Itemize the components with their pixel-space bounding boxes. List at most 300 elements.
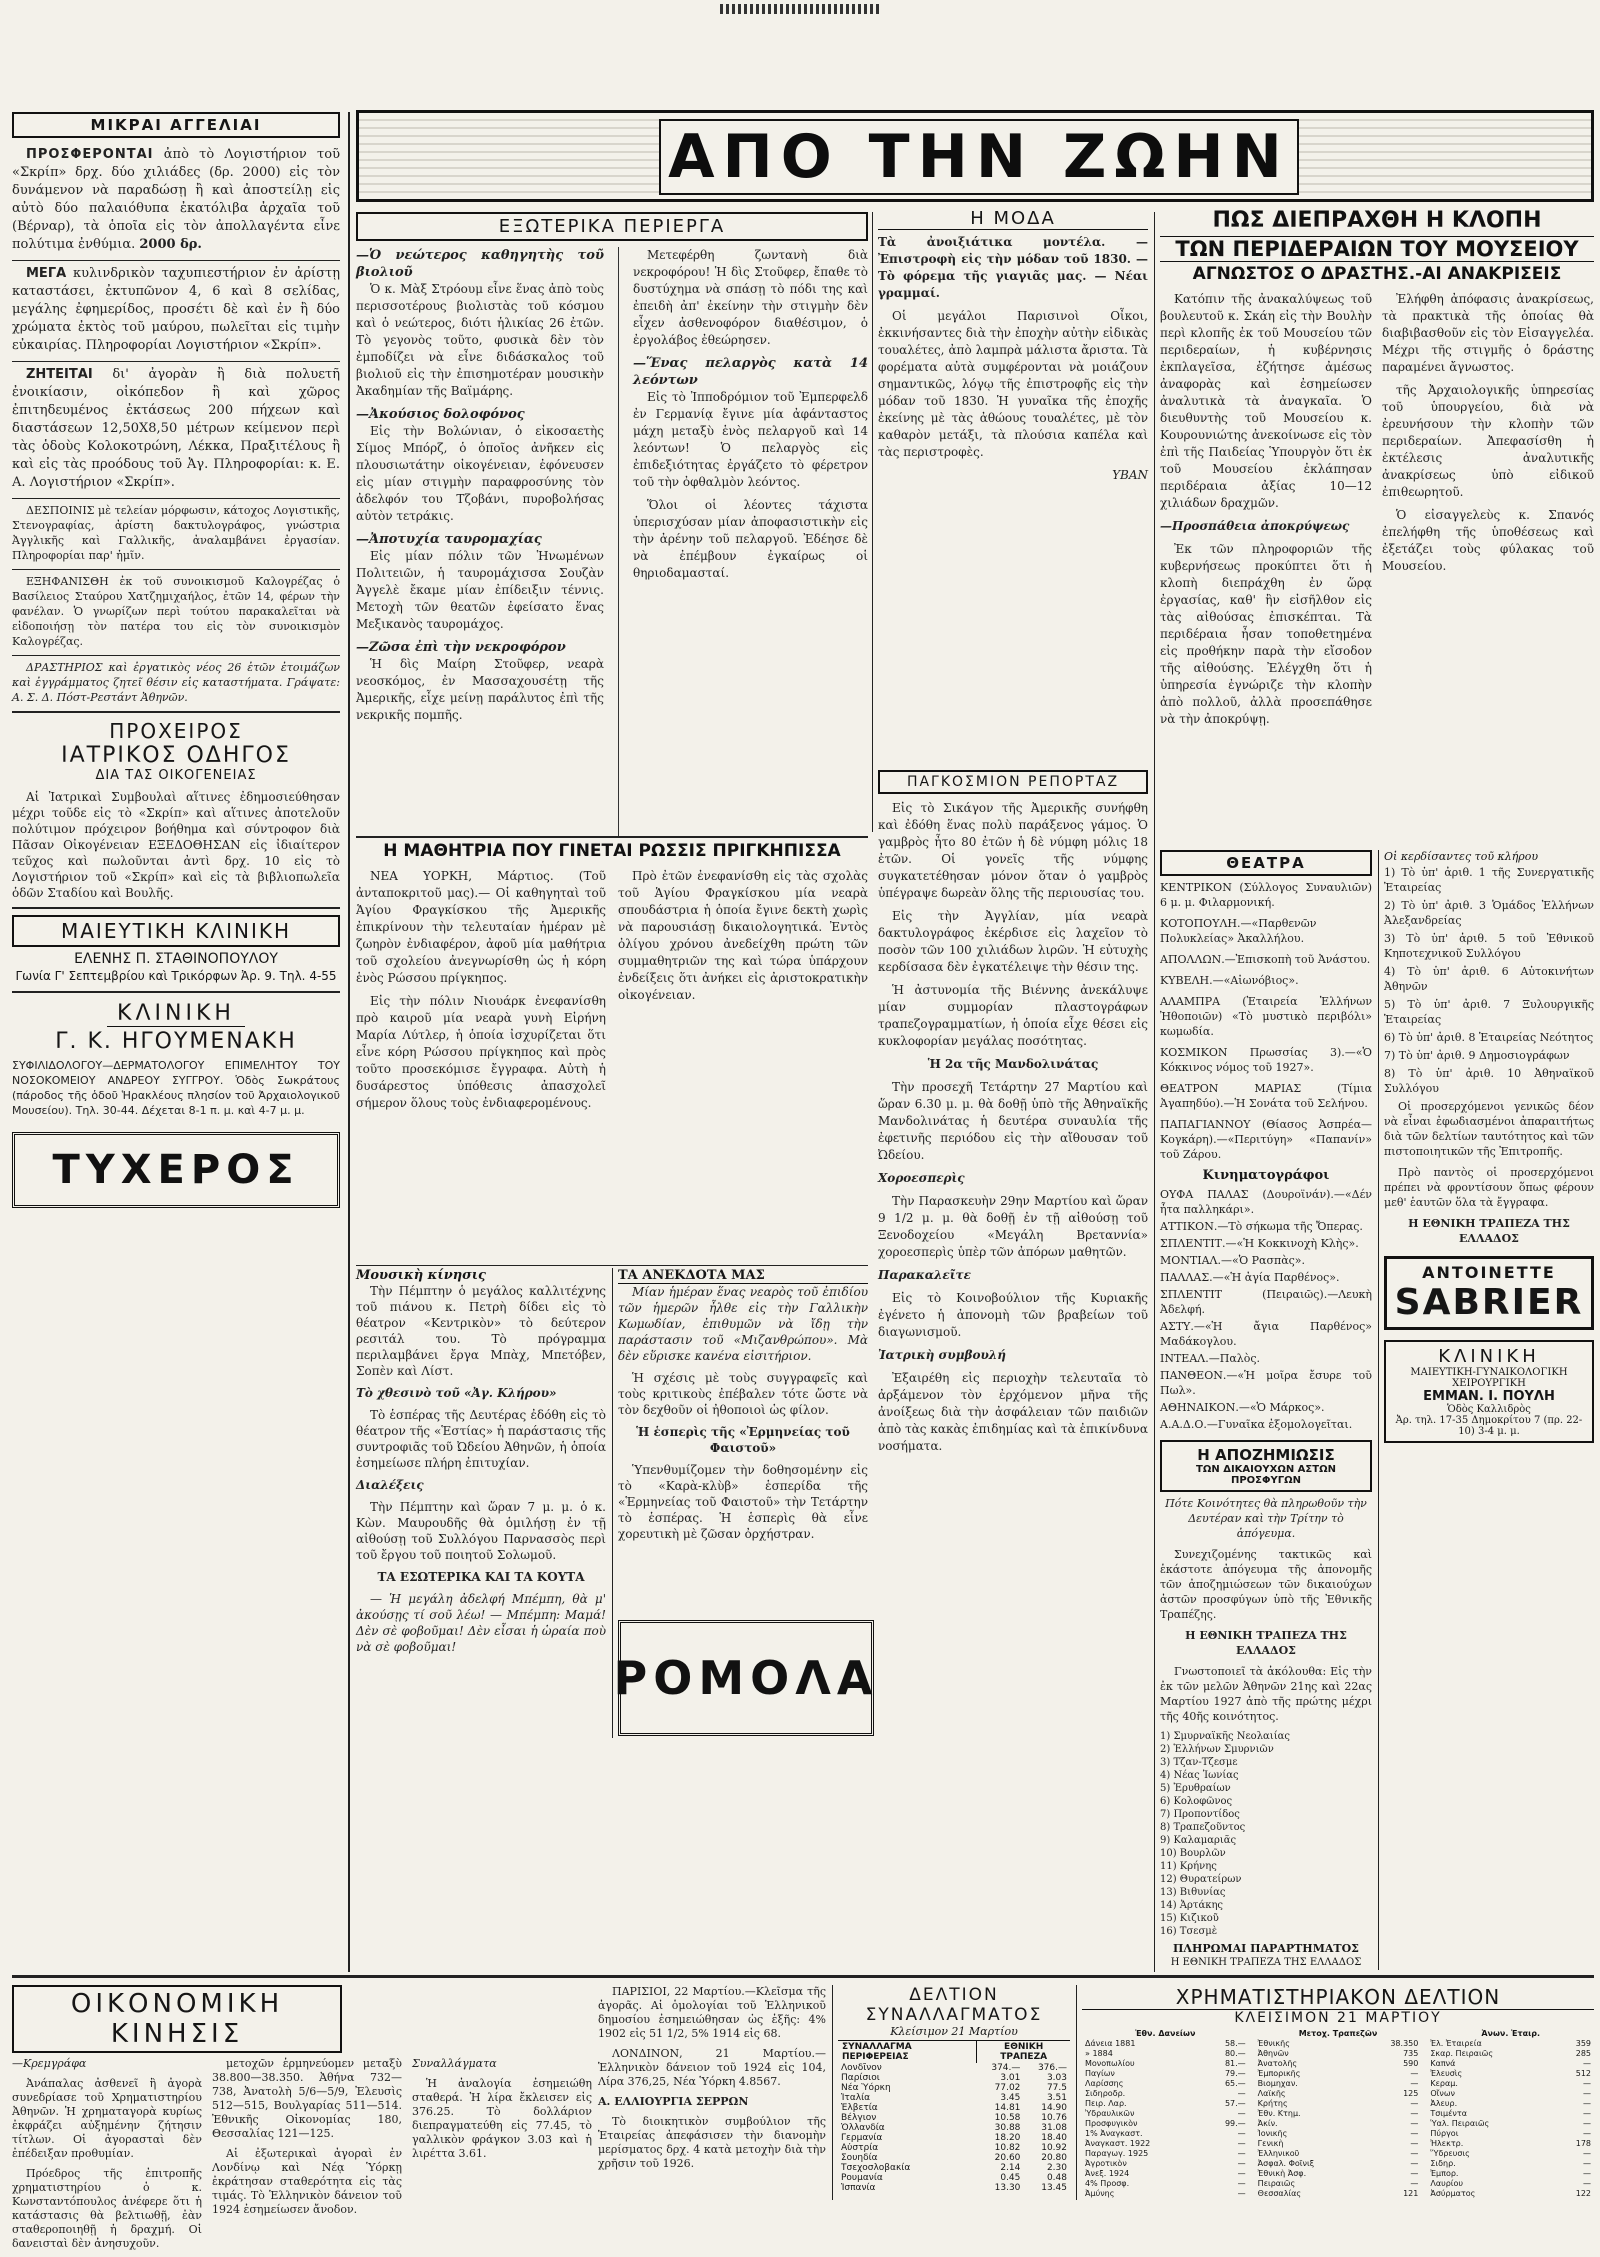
reportage-text4: Τὴν προσεχῆ Τετάρτην 27 Μαρτίου καὶ ὥραν 6.30 μ. μ. θὰ δοθῇ ὑπὸ τῆς Ἀθηναϊκῆς Μανδολινάτας ἡ δευτέρα συναυλία τῆς ἐφετινῆς περιόδου εἰς τὴν αἴθουσαν τοῦ Ὠδείου. [878, 1080, 1148, 1162]
stock-bank-row [1255, 2189, 1422, 2199]
stock-company-cell: — [1583, 2179, 1592, 2188]
maternity-clinic-title: ΜΑΙΕΥΤΙΚΗ ΚΛΙΝΙΚΗ [12, 915, 340, 947]
stock-company-cell: Ὕδρευσις [1430, 2149, 1470, 2158]
stock-bank-cell: 590 [1403, 2059, 1419, 2068]
exchange-row [838, 2093, 1070, 2103]
cinema-line: Α.Α.Δ.Ο.—Γυναῖκα ἐξομολογεῖται. [1160, 1418, 1353, 1431]
poulis-clinic-name: ΕΜΜΑΝ. Ι. ΠΟΥΛΗ [1423, 1389, 1555, 1404]
exchange-cell: 3.45 [1000, 2093, 1021, 2103]
reportage-kicker-mandolin: Ἡ 2α τῆς Μανδολινάτας [927, 1057, 1099, 1071]
exchange-cell: Νέα Ὑόρκη [841, 2083, 891, 2093]
poulis-clinic-ad [1384, 1340, 1594, 1443]
exchange-row [838, 2143, 1070, 2153]
lotto-item: 4) Τὸ ὑπ' ἀριθ. 6 Αὐτοκινήτων Ἀθηνῶν [1384, 965, 1594, 993]
economy-text5: Ἡ ἀναλογία ἐσημειώθη σταθερά. Ἡ λίρα ἔκλεισεν εἰς 376.25. Τὸ δολλάριον διεπραγματεύθη εἰς 77.45, τὸ γαλλικὸν φράγκον 3.03 καὶ ἡ λιρέττα 3.61. [412, 2077, 592, 2160]
stock-bond-cell: — [1237, 2089, 1246, 2098]
stock-bank-row [1255, 2159, 1422, 2169]
stock-bank-row [1255, 2109, 1422, 2119]
stock-bond-cell: 1% Ἀναγκαστ. [1085, 2129, 1143, 2138]
tyheros-ad: ΤΥΧΕΡΟΣ [12, 1132, 340, 1208]
stock-company-cell: — [1583, 2129, 1592, 2138]
medical-guide-body: Αἱ Ἰατρικαὶ Συμβουλαὶ αἵτινες ἐδημοσιεύθησαν μέχρι τοῦδε εἰς τὸ «Σκρίπ» καὶ αἵτινες ἀποτελοῦν πολύτιμον πρόχειρον βοήθημα καὶ σύντροφον διὰ Πᾶσαν Οἰκογένειαν ΕΞΕΔΟΘΗΣΑΝ εἰς ἰδιαίτερον τεῦχος καὶ πωλοῦνται ἀντὶ δρχ. 10 εἰς τὸ Λογιστήριον τοῦ «Σκρίπ» καὶ εἰς τὰ βιβλιοπωλεῖα ὁδῶν Σταδίου καὶ Βουλῆς. [12, 790, 340, 900]
section-rule [356, 1265, 868, 1266]
exchange-cell: 13.45 [1041, 2183, 1067, 2193]
stock-company-row [1427, 2049, 1594, 2059]
exchange-cell: Τσεχοσλοβακία [841, 2163, 911, 2173]
foreign-col-a [356, 247, 604, 837]
ad-offer [12, 146, 340, 254]
stock-bond-cell: Ἀγροτικὸν [1085, 2159, 1127, 2168]
sabrier-top: ANTOINETTE [1422, 1263, 1556, 1282]
lotto-item: 5) Τὸ ὑπ' ἀριθ. 7 Ξυλουργικῆς Ἑταιρείας [1384, 998, 1594, 1026]
museum-headline-3: ΑΓΝΩΣΤΟΣ Ο ΔΡΑΣΤΗΣ.-ΑΙ ΑΝΑΚΡΙΣΕΙΣ [1192, 264, 1562, 285]
cinema-header: Κινηματογράφοι [1202, 1168, 1330, 1183]
payroll-header: ΠΛΗΡΩΜΑΙ ΠΑΡΑΡΤΗΜΑΤΟΣ [1173, 1942, 1359, 1955]
stock-table-bonds [1082, 2028, 1249, 2199]
reportage-text7: Ἐξαιρέθη εἰς περιοχὴν τελευταῖα τὸ ἀρξάμενον τὸν ἐρχόμενον μῆνα τῆς ἀνοίξεως διὰ τὴν ἀσφάλειαν τῶν παιδιῶν ἀπὸ τὰς κακὰς ἐπιδημίας καὶ τὰ ἐπικίνδυνα νοσήματα. [878, 1371, 1148, 1453]
community-item: 8) Τραπεζοῦντος [1160, 1822, 1246, 1833]
exchange-cell: 18.20 [994, 2133, 1021, 2143]
fashion-section [878, 208, 1148, 768]
stock-bond-cell: 65.— [1224, 2079, 1246, 2088]
exchange-row [838, 2133, 1070, 2143]
community-item: 14) Ἀρτάκης [1160, 1900, 1224, 1911]
community-item: 12) Θυρατείρων [1160, 1874, 1242, 1885]
exchange-cell: 2.30 [1046, 2163, 1067, 2173]
exchange-header-2: ΣΥΝΑΛΛΑΓΜΑΤΟΣ [865, 2005, 1043, 2025]
stock-bank-row [1255, 2139, 1422, 2149]
community-item: 16) Τσεσμὲ [1160, 1926, 1218, 1937]
divider [12, 361, 340, 362]
exchange-cell: 14.81 [994, 2103, 1021, 2113]
top-ornament [720, 4, 880, 14]
theatre-line: ΚΟΣΜΙΚΟΝ Πρωσσίας 3).—«Ὁ Κόκκινος νόμος τοῦ 1927». [1160, 1046, 1372, 1074]
stock-company-cell: — [1583, 2089, 1592, 2098]
stock-bank-row [1255, 2179, 1422, 2189]
anecdotes-text1: Μίαν ἡμέραν ἕνας νεαρὸς τοῦ ἐπιδίου τῶν ἡμερῶν ἦλθε εἰς τὴν Γαλλικὴν Κωμωδίαν, ἐπιθυμῶν νὰ ἴδῃ τὴν παράστασιν τοῦ «Μιζανθρώπου». Μὰ δὲν εὕρισκε κανένα εἰσιτήριον. [618, 1285, 868, 1363]
exchange-cell: Αὐστρία [841, 2143, 879, 2153]
economy-text4: Αἱ ἐξωτερικαὶ ἀγοραὶ ἐν Λονδίνῳ καὶ Νέᾳ Ὑόρκῃ ἐκράτησαν σταθερότητα εἰς τὰς τιμάς. Τὸ Ἑλληνικὸν δάνειον τοῦ 1924 ἐσημείωσεν ἄνοδον. [212, 2147, 402, 2216]
music-header: Μουσικὴ κίνησις [356, 1268, 486, 1283]
medical-guide-text [12, 789, 340, 901]
column-rule [832, 1985, 833, 2200]
lotto-note-2: Πρὸ παντὸς οἱ προσερχόμενοι πρέπει νὰ φροντίσουν ὅπως φέρουν μεθ' ἑαυτῶν ὅλα τὰ ἔγγραφα. [1384, 1166, 1594, 1209]
derm-clinic-ad [12, 1001, 340, 1118]
reportage-text3: Ἡ ἀστυνομία τῆς Βιέννης ἀνεκάλυψε μίαν συμμορίαν πλαστογράφων τραπεζογραμματίων, ἡ ὁποία εἶχε θέσει εἰς κυκλοφορίαν μεγάλας ποσότητας. [878, 983, 1148, 1048]
column-rule [1378, 850, 1379, 1970]
exchange-header-1: ΔΕΛΤΙΟΝ [909, 1985, 999, 2005]
stock-bond-cell: — [1237, 2179, 1246, 2188]
music-text4: — Ἡ μεγάλη ἀδελφή Μπέμπη, θὰ μ' ἀκούσῃς τί σοῦ λέω! — Μπέμπη: Μαμά! Δὲν σὲ φοβοῦμαι! Δὲν εἶσαι ἡ ὡραία ποὺ νὰ σὲ φοβοῦμαι! [356, 1592, 606, 1654]
medical-guide-title-line2: ΙΑΤΡΙΚΟΣ ΟΔΗΓΟΣ [61, 743, 291, 768]
stock-company-cell: Οἴνων [1430, 2089, 1455, 2098]
stock-company-cell: Σιδηρ. [1430, 2159, 1456, 2168]
stock-bond-row [1082, 2049, 1249, 2059]
stock-company-cell: 178 [1575, 2139, 1592, 2148]
foreign-header: ΕΞΩΤΕΡΙΚΑ ΠΕΡΙΕΡΓΑ [356, 212, 868, 241]
fashion-signature: ΥΒΑΝ [1112, 468, 1148, 482]
column-rule [1076, 1985, 1077, 2200]
stock-bank-cell: — [1410, 2169, 1419, 2178]
exchange-row [838, 2113, 1070, 2123]
stock-company-row [1427, 2119, 1594, 2129]
cinema-line: ΣΠΛΕΝΤΙΤ (Πειραιῶς).—Λευκὴ Ἀδελφή. [1160, 1288, 1372, 1316]
cinema-line: ΑΣΤΥ.—«Ἡ ἄγια Παρθένος» Μαδάκογλου. [1160, 1320, 1372, 1348]
foreign-kicker-bullfight: —Ἀποτυχία ταυρομαχίας [356, 532, 542, 547]
divider [12, 907, 340, 909]
exchange-cell: 0.45 [1000, 2173, 1021, 2183]
community-item: 7) Προποντίδος [1160, 1809, 1240, 1820]
stock-bank-row [1255, 2169, 1422, 2179]
divider [12, 569, 340, 570]
maternity-clinic-sub: ΕΛΕΝΗΣ Π. ΣΤΑΘΙΝΟΠΟΥΛΟΥ [74, 951, 278, 967]
ad-press-text: κυλινδρικὸν ταχυπιεστήριον ἐν ἀρίστῃ καταστάσει, ἐκτυπῶνον 4, 6 καὶ 8 σελίδας, μεγάλης ἐφημερίδος, προσέτι δὲ καὶ ἐν ἢ δύο χρώματα ἐκτὸς τοῦ μαύρου, πωλεῖται εἰς τιμὴν εὐκαιρίας. Πληροφορίαι Λογιστήριον «Σκρίπ». [12, 266, 340, 353]
bottom-section-rule [12, 1975, 1594, 1978]
stock-company-cell: Ἐμπορ. [1430, 2169, 1459, 2178]
stock-company-row [1427, 2059, 1594, 2069]
theatre-line: ΑΛΑΜΠΡΑ (Ἑταιρεία Ἑλλήνων Ἠθοποιῶν) «Τὸ μυστικὸ περιβόλι» κωμωδία. [1160, 995, 1372, 1038]
foreign-text-lions: Ὅλοι οἱ λέοντες τάχιστα ὑπερισχύσαν μίαν ἀποφασιστικὴν εἰς τὴν ἀρένην τοῦ πελαργοῦ. Ἐδέησε δὲ νὰ ἐπέμβουν ἐγκαίρως οἱ θηριοδαμασταί. [632, 498, 868, 580]
stock-company-row [1427, 2179, 1594, 2189]
stock-bank-cell: Πειραιῶς [1257, 2179, 1296, 2188]
stock-section [1082, 1985, 1594, 2200]
theatre-line: ΚΕΝΤΡΙΚΟΝ (Σύλλογος Συναυλιῶν) 6 μ. μ. Φιλαρμονική. [1160, 881, 1372, 909]
lotto-item: 6) Τὸ ὑπ' ἀριθ. 8 Ἑταιρείας Νεότητος [1384, 1031, 1594, 1044]
exchange-row [838, 2183, 1070, 2193]
cinema-line: ΣΠΛΕΝΤΙΤ.—«Ἡ Κοκκινοχὴ Κλὴς». [1160, 1237, 1359, 1250]
princess-section [356, 842, 868, 1262]
museum-right-text2: Ὁ εἰσαγγελεὺς κ. Σπανός ἐπελήφθη τῆς ὑποθέσεως καὶ ἐξετάζει τοὺς φύλακας τοῦ Μουσείου. [1382, 507, 1594, 573]
exchange-row [838, 2153, 1070, 2163]
stock-company-cell: — [1583, 2109, 1592, 2118]
stock-bank-cell: — [1410, 2069, 1419, 2078]
cinema-line: ΜΟΝΤΙΑΛ.—«Ὁ Ρασπὰς». [1160, 1254, 1306, 1267]
music-kicker3: Διαλέξεις [356, 1478, 424, 1492]
exchange-cell: 10.76 [1041, 2113, 1067, 2123]
stock-company-cell: Ἀσύρματος [1430, 2189, 1476, 2198]
economy-header: ΟΙΚΟΝΟΜΙΚΗ ΚΙΝΗΣΙΣ [12, 1985, 342, 2053]
stock-company-cell: Ἠλεκτρ. [1430, 2139, 1464, 2148]
cinema-line: ΠΑΛΛΑΣ.—«Ἡ ἀγία Παρθένος». [1160, 1271, 1340, 1284]
stock-bank-cell: Ἐλληνικοῦ [1257, 2149, 1300, 2158]
exchange-table-body [838, 2063, 1070, 2193]
stock-bank-row [1255, 2079, 1422, 2089]
compensation-title-1: Η ΑΠΟΖΗΜΙΩΣΙΣ [1197, 1446, 1335, 1464]
stock-company-row [1427, 2129, 1594, 2139]
stock-bank-cell: Γενικὴ [1257, 2139, 1284, 2148]
foreign-section [356, 212, 868, 832]
fashion-header: Η ΜΟΔΑ [878, 208, 1148, 230]
poulis-clinic-addr: Ὁδὸς Καλλιδρὸς [1447, 1404, 1531, 1415]
stock-bank-row [1255, 2149, 1422, 2159]
princess-text1: ΝΕΑ ΥΟΡΚΗ, Μάρτιος. (Τοῦ ἀνταποκριτοῦ μας).— Οἱ καθηγηταὶ τοῦ Ἁγίου Φραγκίσκου τῆς Ἀμερικῆς ἐπικρίνουν τὴν τελευταίαν ἡμέραν μὲ ζωηρὸν ἐνδιαφέρον, ἀφοῦ μία μαθήτρια τοῦ σχολείου ἀνεγνωρίσθη ὡς ἡ κόρη ἑνὸς Ρώσσου πρίγκηπος. [356, 868, 606, 985]
economy-text6: ΠΑΡΙΣΙΟΙ, 22 Μαρτίου.—Κλεῖσμα τῆς ἀγορᾶς. Αἱ ὁμολογίαι τοῦ Ἑλληνικοῦ δημοσίου ἐσημειώθησαν ὡς ἑξῆς: 4% 1902 εἰς 51 1/2, 5% 1914 εἰς 68. [598, 1985, 826, 2040]
stock-bond-cell: — [1237, 2189, 1246, 2198]
music-section [356, 1268, 606, 1738]
ad-press [12, 265, 340, 355]
stock-bank-cell: 125 [1403, 2089, 1419, 2098]
princess-text2: Εἰς τὴν πόλιν Νιουάρκ ἐνεφανίσθη πρὸ καιροῦ μία νεαρὰ γυνὴ Εἰρήνη Μαρία Λύτλερ, ἡ ὁποία ἰσχυρίζεται ὅτι εἶνε κόρη Ρώσσου πρίγκηπος καὶ πρὸς τοῦτο προσεκόμισε ἔγγραφα. Αὐτὴ ἡ δυσάρεστος ὑπόθεσις ἀπασχολεῖ σήμερον ὅλους τοὺς ἐνδιαφερομένους. [356, 993, 606, 1110]
column-rule [348, 112, 350, 1972]
stock-company-cell: 122 [1575, 2189, 1592, 2198]
stock-company-row [1427, 2089, 1594, 2099]
lotto-item: 1) Τὸ ὑπ' ἀριθ. 1 τῆς Συνεργατικῆς Ἐταιρείας [1384, 866, 1594, 894]
community-item: 9) Καλαμαριᾶς [1160, 1835, 1237, 1846]
princess-headline: Η ΜΑΘΗΤΡΙΑ ΠΟΥ ΓΙΝΕΤΑΙ ΡΩΣΣΙΣ ΠΡΙΓΚΗΠΙΣΣΑ [383, 841, 841, 861]
stock-bank-row [1255, 2049, 1422, 2059]
stock-bank-cell: Ἀθηνῶν [1257, 2049, 1289, 2058]
stock-company-cell: 359 [1575, 2039, 1592, 2048]
column-rule [618, 247, 619, 837]
stock-col1-header: Ἐθν. Δανείων [1135, 2029, 1196, 2038]
column-rule [1154, 212, 1155, 1972]
masthead-box [356, 110, 1594, 202]
theatre-line: ΘΕΑΤΡΟΝ ΜΑΡΙΑΣ (Τίμια Ἀγαπηδύο).—Ἡ Σονάτα τοῦ Σελήνου. [1160, 1082, 1372, 1110]
anecdotes-kicker: Ἡ ἑσπερὶς τῆς «Ἐρμηνείας τοῦ Φαιστοῦ» [636, 1425, 850, 1455]
stock-bank-cell: — [1410, 2149, 1419, 2158]
stock-bank-cell: — [1410, 2139, 1419, 2148]
cinema-line: ΟΥΦΑ ΠΑΛΑΣ (Δουροϊνάν).—«Δέν ἦτα παλληκάρι». [1160, 1188, 1372, 1216]
exchange-cell: Ὁλλανδία [841, 2123, 885, 2133]
maternity-clinic-text: Γωνία Γ' Σεπτεμβρίου καὶ Τρικόρφων Ἀρ. 9. Τηλ. 4-55 [15, 969, 337, 983]
stock-bank-row [1255, 2069, 1422, 2079]
economy-section [12, 1985, 592, 2250]
lotto-signature: Η ΕΘΝΙΚΗ ΤΡΑΠΕΖΑ ΤΗΣ ΕΛΛΑΔΟΣ [1408, 1217, 1570, 1245]
foreign-kicker-murder: —Ἀκούσιος δολοφόνος [356, 407, 525, 422]
cinema-list [1160, 1187, 1372, 1432]
stock-col3-body [1427, 2039, 1594, 2199]
lotto-item: 3) Τὸ ὑπ' ἀριθ. 5 τοῦ Ἐθνικοῦ Κηποτεχνικοῦ Συλλόγου [1384, 932, 1594, 960]
theatre-line: ΚΟΤΟΠΟΥΛΗ.—«Παρθενῶν Πολυκλείας» Ἀκαλλήλου. [1160, 917, 1317, 945]
community-item: 1) Σμυρναϊκῆς Νεολαιίας [1160, 1731, 1290, 1742]
exchange-cell: 14.90 [1041, 2103, 1067, 2113]
community-item: 6) Κολοφῶνος [1160, 1796, 1233, 1807]
exchange-table [838, 2040, 1070, 2193]
compensation-title-box [1160, 1440, 1372, 1492]
stock-bank-cell: 121 [1403, 2189, 1419, 2198]
stock-bank-row [1255, 2039, 1422, 2049]
stock-bank-cell: Ἐθν. Κτημ. [1257, 2109, 1301, 2118]
exchange-row [838, 2163, 1070, 2173]
exchange-section [838, 1985, 1070, 2200]
stock-bond-row [1082, 2149, 1249, 2159]
theatre-line: ΑΠΟΛΛΩΝ.—Ἐπισκοπὴ τοῦ Ἀνάστου. [1160, 953, 1371, 966]
lotto-item: 7) Τὸ ὑπ' ἀριθ. 9 Δημοσιογράφων [1384, 1049, 1570, 1062]
exchange-cell: 20.60 [994, 2153, 1021, 2163]
economy-text1: Ἀνάπαλας ἀσθενεῖ ἢ ἀγορὰ συνεδρίασε τοῦ Χρηματιστηρίου Ἀθηνῶν. Ἡ χρηματαγορὰ κυρίως ἐκφράζει αὐξημένην ζήτησιν τίτλων. Οἱ ἀγορασταὶ δὲν ἐπέδειξαν προθυμίαν. [12, 2077, 202, 2160]
stock-bond-row [1082, 2069, 1249, 2079]
ad-offer-title: ΠΡΟΣΦΕΡΟΝΤΑΙ [26, 147, 154, 162]
exchange-col-bank: ΕΘΝΙΚΗ ΤΡΑΠΕΖΑ [1000, 2042, 1048, 2062]
exchange-cell: 13.30 [994, 2183, 1021, 2193]
museum-text2: Ἐκ τῶν πληροφοριῶν τῆς κυβερνήσεως προκύπτει ὅτι ἡ κλοπὴ διεπράχθη ἐν ὥρᾳ ἐργασίας, καθ' ἣν εἰσῆλθον εἰς τὰς αἰθούσας ἐπισκέπται. Τὰ περιδέραια ἦσαν τοποθετημένα εἰς προθήκην παρὰ τὴν εἴσοδον τῆς αἰθούσης. Ἐλέγχθη ὅτι ἡ ὑπηρεσία ἐγνώριζε τὴν κλοπὴν ἀπὸ πολλοῦ, ἀλλὰ προσεπάθησε νὰ τὴν ἀποκρύψῃ. [1160, 541, 1372, 726]
foreign-text-violin: Ὁ κ. Μὰξ Στρόουμ εἶνε ἕνας ἀπὸ τοὺς περισσοτέρους βιολιστὰς τοῦ κόσμου καὶ ὁ νεώτερος, διότι ἡλικίας 26 ἐτῶν. Τὸ γεγονὸς τοῦτο, φυσικὰ δὲν τὸν ἐμποδίζει νὰ εἶνε διδάσκαλος τοῦ βιολιοῦ εἰς τὴν ἐπισημοτέραν μουσικὴν Ἀκαδημίαν τῆς Βαϊμάρης. [356, 282, 604, 398]
stock-header: ΧΡΗΜΑΤΙΣΤΗΡΙΑΚΟΝ ΔΕΛΤΙΟΝ [1082, 1985, 1594, 2010]
exchange-cell: 376.— [1037, 2063, 1067, 2073]
exchange-row [838, 2083, 1070, 2093]
compensation-title-2: ΤΩΝ ΔΙΚΑΙΟΥΧΩΝ ΑΣΤΩΝ ΠΡΟΣΦΥΓΩΝ [1196, 1464, 1336, 1486]
exchange-cell: Γερμανία [841, 2133, 883, 2143]
stock-bond-cell: 57.— [1224, 2099, 1246, 2108]
stock-bond-row [1082, 2159, 1249, 2169]
stock-bond-cell: » 1884 [1085, 2049, 1113, 2058]
stock-bond-cell: Ὑδραυλικῶν [1085, 2109, 1135, 2118]
exchange-row [838, 2063, 1070, 2073]
economy-kicker3: Α. ΕΛΛΙΟΥΡΓΙΑ ΣΕΡΡΩΝ [598, 2095, 749, 2108]
divider [12, 991, 340, 993]
stock-bank-row [1255, 2119, 1422, 2129]
stock-bond-row [1082, 2119, 1249, 2129]
exchange-row [838, 2123, 1070, 2133]
anecdotes-text2: Ἡ σχέσις μὲ τοὺς συγγραφεῖς καὶ τοὺς κριτικοὺς ἐπέβαλεν τότε ὥστε νὰ τὸν δεχθοῦν οἱ ἠθοποιοὶ ὡς φίλον. [618, 1371, 868, 1417]
economy-kicker: —Κρεμγράφα [12, 2057, 87, 2070]
foreign-kicker-hearse: —Ζῶσα ἐπὶ τὴν νεκροφόρον [356, 640, 566, 655]
fashion-text: Οἱ μεγάλοι Παρισινοὶ Οἶκοι, ἐκκινήσαντες διὰ τὴν ἐποχὴν αὐτὴν εἰδικὰς τουαλέτες, ἀπὸ λαμπρὰ μάλιστα ἄριστα. Τὰ φορέματα αὐτὰ συμφέρονται νὰ μοιάζουν σημαντικῶς, λόγῳ τῆς ἐπιστροφῆς εἰς τὴν μόδαν τοῦ 1830. Ἡ γυναῖκα τῆς ἐποχῆς ἐκείνης μὲ τὰς ἀθώους τουαλέτες, μὲ τὸν καθαρὸν μετάξι, τὰ πλούσια καπέλα καὶ τὰς περιστροφὲς. [878, 309, 1148, 459]
stock-company-row [1427, 2139, 1594, 2149]
stock-bank-cell: 38.350 [1390, 2039, 1419, 2048]
stock-company-cell: — [1583, 2169, 1592, 2178]
economy-text8: Τὸ διοικητικὸν συμβούλιον τῆς Ἑταιρείας ἀπεφάσισεν τὴν διανομὴν μερίσματος δρχ. 4 κατὰ μετοχὴν διὰ τὴν χρῆσιν τοῦ 1926. [598, 2115, 826, 2170]
community-item: 3) Τζαν-Τζεσμε [1160, 1757, 1238, 1768]
economy-section-2 [598, 1985, 826, 2200]
cinema-line: ΠΑΝΘΕΟΝ.—«Ἡ μοῖρα ἔσυρε τοῦ Πωλ». [1160, 1369, 1372, 1397]
stock-bank-row [1255, 2099, 1422, 2109]
foreign-text-hearse-cont: Μετεφέρθη ζωντανὴ διὰ νεκροφόρου! Ἡ δὶς Στοῦφερ, ἔπαθε τὸ δυστύχημα νὰ σπάσῃ τὸ πόδι της καὶ ἐπειδὴ ἀπ' ἐκείνην τὴν στιγμὴν δὲν εἶχεν ἀσθενοφόρον διαθέσιμον, ὁ ἐργολάβος ἐθεώρησεν. [632, 248, 868, 347]
stock-bond-row [1082, 2059, 1249, 2069]
community-item: 5) Ἐρυθραίων [1160, 1783, 1231, 1794]
stock-bond-cell: Ἀναγκαστ. 1922 [1085, 2139, 1151, 2148]
ad-wanted-text: δι' ἀγορὰν ἢ διὰ πολυετῆ ἐνοικίασιν, οἰκόπεδον ἢ καὶ χῶρος ἐπιτηδευμένος ἐκτάσεως 200 πήχεων καὶ διαστάσεων 12,50Χ8,50 μέτρων κείμενον περὶ τὰς ὁδοὺς Κολοκοτρώνη, Λέκκα, Πραξιτέλους ἢ καὶ εἰς τὰς προόδους τοῦ Ἀγ. Πληροφορίαι: κ. Ε. Α. Λογιστήριον «Σκρίπ». [12, 367, 340, 490]
stock-company-cell: Κεραμ. [1430, 2079, 1458, 2088]
stock-company-cell: Ἐλευσὶς [1430, 2069, 1463, 2078]
ad-wanted-title: ΖΗΤΕΙΤΑΙ [26, 367, 93, 382]
poulis-clinic-sub: ΜΑΙΕΥΤΙΚΗ-ΓΥΝΑΙΚΟΛΟΓΙΚΗ ΧΕΙΡΟΥΡΓΙΚΗ [1410, 1367, 1568, 1389]
stock-bond-cell: 58.— [1224, 2039, 1246, 2048]
stock-bond-row [1082, 2139, 1249, 2149]
stock-bond-cell: — [1237, 2109, 1246, 2118]
stock-bond-cell: 80.— [1224, 2049, 1246, 2058]
exchange-cell: Βέλγιον [841, 2113, 877, 2123]
ad-offer-price: 2000 δρ. [139, 237, 202, 252]
stock-bond-cell: Ἀνεξ. 1924 [1085, 2169, 1130, 2178]
stock-company-cell: 512 [1575, 2069, 1592, 2078]
exchange-cell: 30.88 [994, 2123, 1021, 2133]
stock-bond-row [1082, 2109, 1249, 2119]
cinema-line: ΑΤΤΙΚΟΝ.—Τὸ σήκωμα τῆς Ὄπερας. [1160, 1220, 1363, 1233]
cinema-line: ΑΘΗΝΑΙΚΟΝ.—«Ὁ Μάρκος». [1160, 1401, 1325, 1414]
stock-bond-row [1082, 2099, 1249, 2109]
stock-company-cell: Πύργοι [1430, 2129, 1459, 2138]
theatres-section [1160, 850, 1372, 1970]
small-ads-header: ΜΙΚΡΑΙ ΑΓΓΕΛΙΑΙ [12, 112, 340, 138]
stock-bond-cell: Σιδηροδρ. [1085, 2089, 1126, 2098]
reportage-kicker-medical: Ἰατρικὴ συμβουλή [878, 1348, 1006, 1362]
museum-section [1160, 208, 1594, 848]
stock-bank-cell: Ἰονικῆς [1257, 2129, 1288, 2138]
stock-company-row [1427, 2159, 1594, 2169]
stock-company-cell: 285 [1575, 2049, 1592, 2058]
reportage-text6: Εἰς τὸ Κοινοβούλιον τῆς Κυριακῆς ἐγένετο ἡ ἀπονομὴ τῶν βραβείων τοῦ διαγωνισμοῦ. [878, 1291, 1148, 1339]
music-text3: Τὴν Πέμπτην καὶ ὥραν 7 μ. μ. ὁ κ. Κὼν. Μαυρουδῆς θὰ ὁμιλήσῃ ἐν τῇ αἰθούσῃ τοῦ Συλλόγου Παρνασσὸς περὶ τοῦ ἔργου τοῦ ποιητοῦ Σολωμοῦ. [356, 1500, 606, 1562]
museum-headline-1: ΠΩΣ ΔΙΕΠΡΑΧΘΗ Η ΚΛΟΠΗ [1212, 208, 1542, 233]
romola-ad: ΡΟΜΟΛΑ [618, 1620, 874, 1736]
museum-right-text1: τῆς Ἀρχαιολογικῆς ὑπηρεσίας τοῦ ὑπουργείου, διὰ νὰ ἐρευνήσουν τὴν κλοπὴν τῶν περιδεραίων. Ἀπεφασίσθη ἡ ἐκτέλεσις ἀναλυτικῆς ἀνακρίσεως ὑπὸ εἰδικοῦ ἐπιθεωρητοῦ. [1382, 382, 1594, 499]
maternity-clinic-ad [12, 915, 340, 983]
stock-table-banks [1255, 2028, 1422, 2199]
community-item: 13) Βιθυνίας [1160, 1887, 1226, 1898]
stock-bank-cell: — [1410, 2099, 1419, 2108]
stock-bank-cell: — [1410, 2179, 1419, 2188]
exchange-row [838, 2073, 1070, 2083]
museum-headline-2: ΤΩΝ ΠΕΡΙΔΕΡΑΙΩΝ ΤΟΥ ΜΟΥΣΕΙΟΥ [1160, 236, 1594, 262]
stock-bond-cell: Δάνεια 1881 [1085, 2039, 1136, 2048]
compensation-signature: Η ΕΘΝΙΚΗ ΤΡΑΠΕΖΑ ΤΗΣ ΕΛΛΑΔΟΣ [1170, 1957, 1362, 1968]
stock-bond-cell: Παγίων [1085, 2069, 1115, 2078]
exchange-cell: 2.14 [1000, 2163, 1021, 2173]
lotto-item: 8) Τὸ ὑπ' ἀριθ. 10 Ἀθηναϊκοῦ Συλλόγου [1384, 1067, 1594, 1095]
communities-list [1160, 1730, 1372, 1938]
compensation-text4: Γνωστοποιεῖ τὰ ἀκόλουθα: Εἰς τὴν ἐκ τῶν μελῶν Ἀθηνῶν 21ης καὶ 22ας Μαρτίου 1927 ἀπὸ τῆς πρώτης μέχρι τῆς 40ῆς κοινότητος. [1160, 1665, 1372, 1723]
sabrier-ad [1384, 1256, 1594, 1330]
stock-col2-body [1255, 2039, 1422, 2199]
stock-bank-row [1255, 2089, 1422, 2099]
stock-bank-cell: 735 [1403, 2049, 1419, 2058]
ad-secretary-text: ΔΕΣΠΟΙΝΙΣ μὲ τελείαν μόρφωσιν, κάτοχος Λογιστικῆς, Στενογραφίας, ἀρίστη δακτυλογράφος, γνώστρια Ἀγγλικῆς καὶ Γαλλικῆς, ἀναλαμβάνει ἐργασίαν. Πληροφορίαι παρ' ἡμῖν. [12, 504, 340, 562]
medical-guide-title-line3: ΔΙΑ ΤΑΣ ΟΙΚΟΓΕΝΕΙΑΣ [95, 768, 257, 783]
ad-worker [12, 660, 340, 705]
stock-company-row [1427, 2069, 1594, 2079]
exchange-cell: Σουηδία [841, 2153, 878, 2163]
stock-bond-row [1082, 2189, 1249, 2199]
community-item: 11) Κρήνης [1160, 1861, 1217, 1872]
stock-company-row [1427, 2039, 1594, 2049]
theatres-list [1160, 880, 1372, 1162]
stock-bond-cell: — [1237, 2139, 1246, 2148]
museum-text1: Κατόπιν τῆς ἀνακαλύψεως τοῦ βουλευτοῦ κ. Σκάη εἰς τὴν Βουλὴν περὶ κλοπῆς ἐκ τοῦ Μουσείου τῶν περιδεραίων, ἡ κυβέρνησις ἐκπλαγεῖσα, ἐζήτησε ἀμέσως ἀναφορὰς καὶ ἐσημείωσεν ἀναλυτικὰ τὰ ἀναγκαῖα. Ὁ διευθυντὴς τοῦ Μουσείου κ. Κουρουνιώτης ἀνεκοίνωσε εἰς τὸν ἐπὶ τῆς Παιδείας Ὑπουργὸν ὅτι ἐκ τοῦ Μουσείου ἐκλάπησαν περιδέραια ἀξίας 10—12 χιλιάδων δραχμῶν. [1160, 291, 1372, 510]
masthead-title: ΑΠΟ ΤΗΝ ΖΩΗΝ [659, 119, 1299, 195]
stock-bond-cell: — [1237, 2159, 1246, 2168]
theatres-header: ΘΕΑΤΡΑ [1160, 850, 1372, 876]
exchange-cell: 31.08 [1041, 2123, 1067, 2133]
music-kicker2: Τὸ χθεσινὸ τοῦ «Ἀγ. Κλήρου» [356, 1386, 557, 1400]
ad-worker-text: ΔΡΑΣΤΗΡΙΟΣ καὶ ἐργατικὸς νέος 26 ἐτῶν ἐτοιμάζων καὶ ἐγγράμματος ζητεῖ θέσιν εἰς καταστήματα. Γράψατε: Α. Σ. Δ. Πόστ-Ρεστάντ Ἀθηνῶν. [12, 661, 340, 704]
derm-clinic-text: ΣΥΦΙΛΙΔΟΛΟΓΟΥ—ΔΕΡΜΑΤΟΛΟΓΟΥ ΕΠΙΜΕΛΗΤΟΥ ΤΟΥ ΝΟΣΟΚΟΜΕΙΟΥ ΑΝΔΡΕΟΥ ΣΥΓΓΡΟΥ. Ὁδὸς Σωκράτους (πάροδος τῆς ὁδοῦ Ἡρακλέους πλησίον τοῦ Ἀρχαιολογικοῦ Μουσείου). Τηλ. 30-44. Δέχεται 8-1 π. μ. καὶ 4-7 μ. μ. [12, 1059, 340, 1117]
derm-clinic-title: ΚΛΙΝΙΚΗ [107, 1001, 245, 1027]
stock-bond-cell: Προσφυγικὸν [1085, 2119, 1138, 2128]
stock-company-row [1427, 2099, 1594, 2109]
stock-bank-cell: — [1410, 2079, 1419, 2088]
anecdotes-text3: Ὑπενθυμίζομεν τὴν δοθησομένην εἰς τὸ «Καρὰ-κλὺβ» ἑσπερίδα τῆς «Ἑρμηνείας τοῦ Φαιστοῦ» τὴν Τετάρτην τὸ ἑσπέρας. Ἡ ἑσπερὶς θὰ εἶνε χορευτικὴ μὲ ζῶσαν ὀρχήστραν. [618, 1463, 868, 1541]
reportage-section [878, 770, 1148, 1970]
foreign-text-bullfight: Εἰς μίαν πόλιν τῶν Ἡνωμένων Πολιτειῶν, ἡ ταυρομάχισσα Σουζὰν Ἀγγελὲ ἔκαμε μίαν ἐπίδειξιν τέννις. Μετοχὴ τῶν θεατῶν ἐφείσατο ἕνας Μεξικανὸς ταυρομάχος. [356, 549, 604, 631]
foreign-text-stork: Εἰς τὸ Ἰπποδρόμιον τοῦ Ἐμπερφελδ ἐν Γερμανίᾳ ἔγινε μία ἀφάνταστος μάχη μεταξὺ ἑνὸς πελαργοῦ καὶ 14 λεόντων! Ὁ πελαργὸς εἰς ἐπιδεξιότητας ἐργάζετο τὸ φέρετρον τοῦ τὴν ὀφθαλμὸν λεόντος. [632, 390, 868, 489]
stock-bank-cell: Ἀσφαλ. Φοῖνιξ [1257, 2159, 1315, 2168]
community-item: 4) Νέας Ἰωνίας [1160, 1770, 1239, 1781]
divider [12, 498, 340, 499]
stock-col2-header: Μετοχ. Τραπεζῶν [1298, 2029, 1378, 2038]
divider [12, 655, 340, 656]
stock-table-companies [1427, 2028, 1594, 2199]
stock-bond-cell: 4% Προσφ. [1085, 2179, 1130, 2188]
stock-bond-row [1082, 2169, 1249, 2179]
stock-bank-cell: Κρήτης [1257, 2099, 1288, 2108]
stock-bond-cell: Πειρ. Λαρ. [1085, 2099, 1127, 2108]
stock-bond-row [1082, 2089, 1249, 2099]
stock-company-cell: — [1583, 2099, 1592, 2108]
princess-text3: Πρὸ ἐτῶν ἐνεφανίσθη εἰς τὰς σχολὰς τοῦ Ἁγίου Φραγκίσκου μία νεαρὰ σπουδάστρια ἡ ὁποία ἔγινε δεκτὴ χωρὶς νὰ παρουσιάσῃ δικαιολογητικά. Ἐντὸς ὀλίγου χρόνου ἀνεδείχθη πρώτη τῶν συμμαθητριῶν της καὶ τώρα ὑπάρχουν ἐνδείξεις ὅτι ἀνήκει εἰς ἀριστοκρατικὴν οἰκογένειαν. [618, 868, 868, 1002]
exchange-cell: Ρουμανία [841, 2173, 883, 2183]
exchange-cell: Παρίσιοι [841, 2073, 880, 2083]
